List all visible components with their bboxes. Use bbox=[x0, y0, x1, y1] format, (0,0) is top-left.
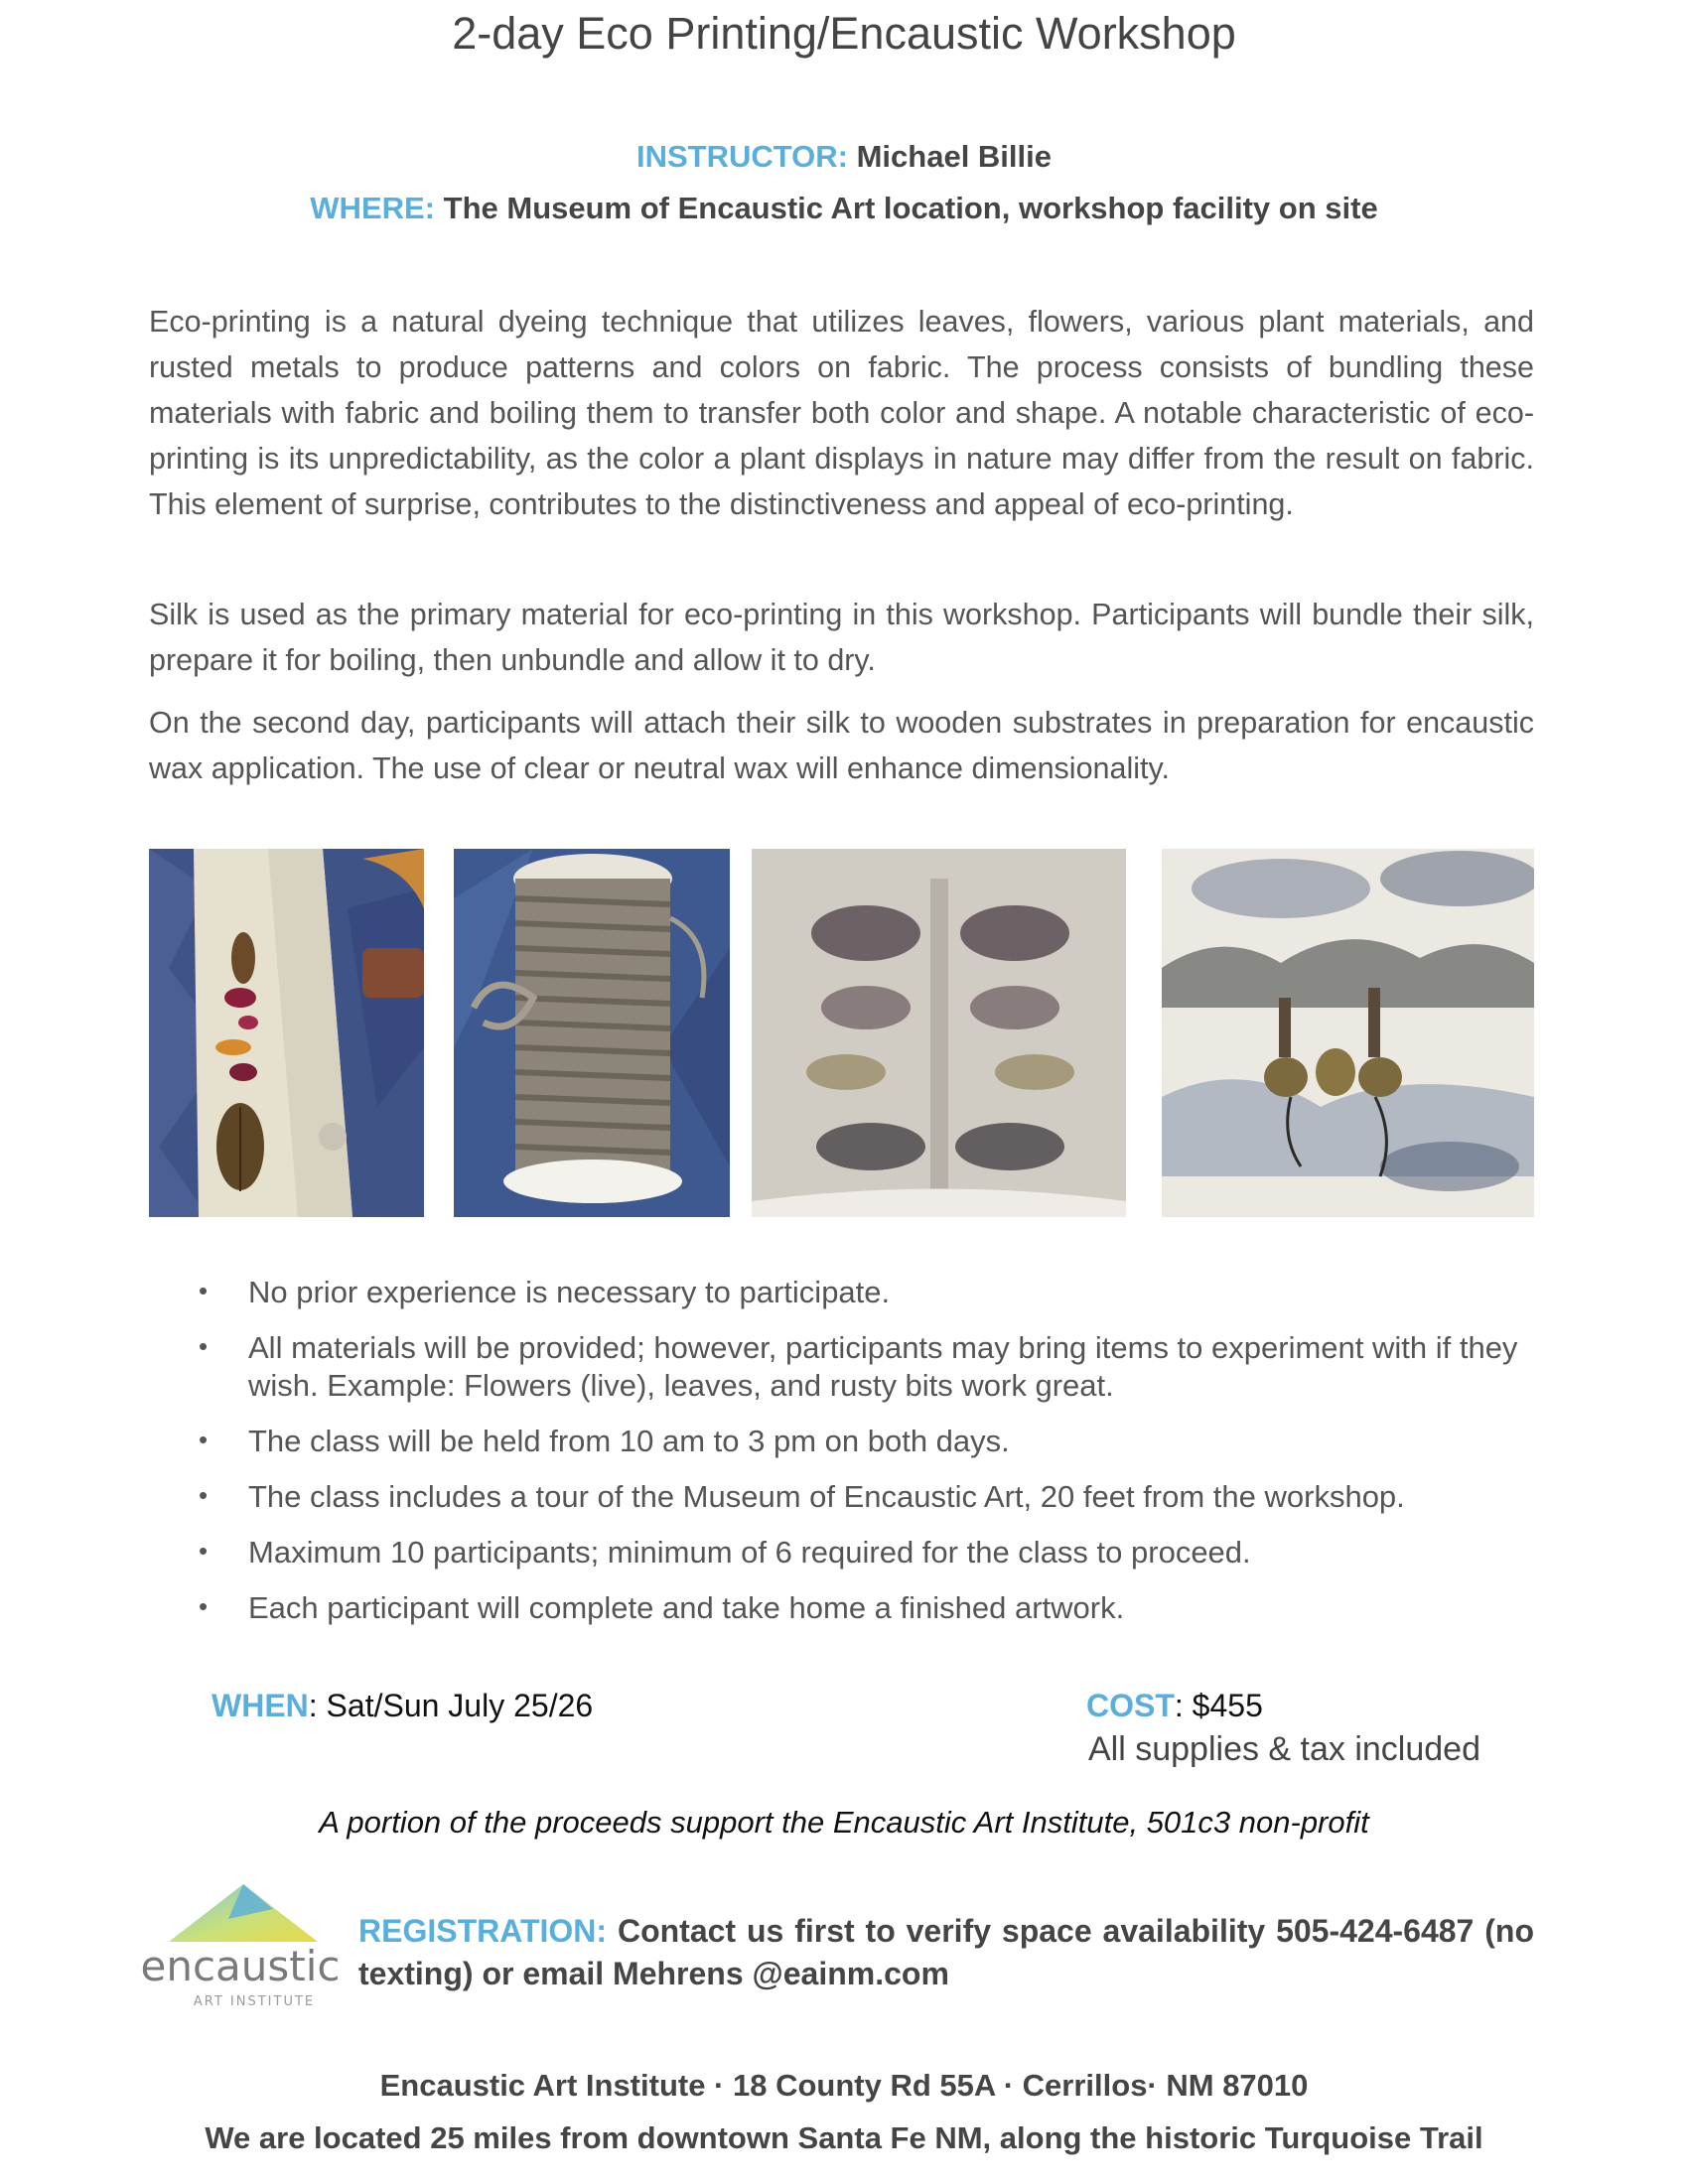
where-value: The Museum of Encaustic Art location, workshop facility on site bbox=[443, 191, 1378, 225]
details-list bbox=[199, 1274, 1534, 1645]
when-label: WHEN bbox=[211, 1688, 309, 1723]
where-line bbox=[0, 191, 1688, 226]
page-title: 2-day Eco Printing/Encaustic Workshop bbox=[452, 8, 1236, 59]
list-item: • All materials will be provided; however, participants may bring items to experiment with if they wish. Example: Flowers (live), leaves, and rusty bits work great. bbox=[199, 1329, 1534, 1405]
instructor-line bbox=[0, 139, 1688, 175]
photo-printed-silk bbox=[752, 849, 1126, 1217]
registration-text bbox=[358, 1910, 1534, 1995]
encaustic-logo bbox=[139, 1884, 343, 2013]
description-paragraph-1: Eco-printing is a natural dyeing technique that utilizes leaves, flowers, various plant materials, and rusted metals to produce patterns and colors on fabric. The process consists of bundling these materials with fabric and boiling them to transfer both color and shape. A notable characteristic of eco-printing is its unpredictability, as the color a plant displays in nature may differ from the result on fabric. This element of surprise, contributes to the distinctiveness and appeal of eco-printing. bbox=[149, 305, 1534, 521]
cost-label: COST bbox=[1086, 1688, 1175, 1723]
instructor-label: INSTRUCTOR: bbox=[635, 139, 848, 174]
cost-note: All supplies & tax included bbox=[1088, 1730, 1481, 1768]
logo-wordmark: encaustic bbox=[140, 1942, 341, 1990]
description-paragraph-2: Silk is used as the primary material for eco-printing in this workshop. Participants will bundle their silk, prepare it for boiling, then unbundle and allow it to dry. bbox=[149, 598, 1534, 677]
address-line: Encaustic Art Institute · 18 County Rd 55A · Cerrillos· NM 87010 bbox=[379, 2068, 1309, 2103]
cost-line bbox=[1086, 1688, 1263, 1724]
description-paragraph-3: On the second day, participants will attach their silk to wooden substrates in preparation for encaustic wax application. The use of clear or neutral wax will enhance dimensionality. bbox=[149, 706, 1534, 785]
cost-value: : $455 bbox=[1174, 1688, 1263, 1723]
list-item: • Each participant will complete and take home a finished artwork. bbox=[199, 1589, 1534, 1627]
list-item: • Maximum 10 participants; minimum of 6 required for the class to proceed. bbox=[199, 1534, 1534, 1571]
location-note: We are located 25 miles from downtown Santa Fe NM, along the historic Turquoise Trail bbox=[205, 2120, 1483, 2155]
logo-subtitle: ART INSTITUTE bbox=[193, 1994, 316, 2009]
list-item: • The class will be held from 10 am to 3 pm on both days. bbox=[199, 1423, 1534, 1460]
when-value: : Sat/Sun July 25/26 bbox=[308, 1688, 594, 1723]
registration-details: Contact us first to verify space availability 505-424-6487 (no texting) or email Mehrens @eainm.com bbox=[358, 1913, 1534, 1991]
proceeds-note: A portion of the proceeds support the Encaustic Art Institute, 501c3 non-profit bbox=[319, 1805, 1369, 1840]
list-item: • The class includes a tour of the Museum of Encaustic Art, 20 feet from the workshop. bbox=[199, 1478, 1534, 1516]
photo-silk-with-leaves bbox=[149, 849, 424, 1217]
photo-finished-artwork bbox=[1162, 849, 1534, 1217]
where-label: WHERE: bbox=[310, 191, 436, 225]
instructor-name: Michael Billie bbox=[856, 139, 1052, 174]
registration-label: REGISTRATION: bbox=[358, 1913, 608, 1949]
list-item: • No prior experience is necessary to participate. bbox=[199, 1274, 1534, 1311]
when-line bbox=[211, 1688, 593, 1724]
photo-twine-bundle bbox=[454, 849, 730, 1217]
